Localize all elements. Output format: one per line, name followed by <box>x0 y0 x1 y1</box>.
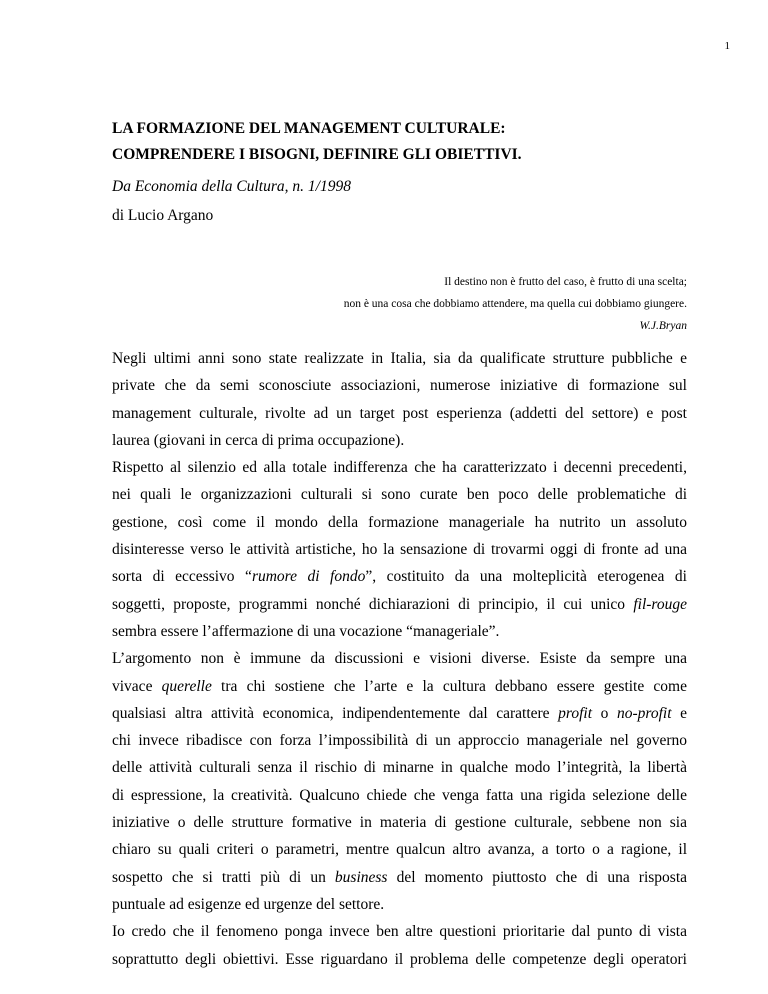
emphasis-querelle: querelle <box>161 677 212 695</box>
title-line-2: COMPRENDERE I BISOGNI, DEFINIRE GLI OBIETTIVI. <box>112 146 522 163</box>
body-line: nei quali le organizzazioni culturali si sono curate ben poco delle problematiche di <box>112 486 687 504</box>
body-line: L’argomento non è immune da discussioni e visioni diverse. Esiste da sempre una <box>112 650 687 668</box>
body-line: di espressione, la creatività. Qualcuno chiede che venga fatta una rigida selezione delle <box>112 786 687 804</box>
epigraph-line-2: non è una cosa che dobbiamo attendere, ma quella cui dobbiamo giungere. <box>343 298 687 310</box>
emphasis-profit: profit <box>558 704 593 722</box>
body-line <box>112 563 687 590</box>
emphasis-business: business <box>334 868 388 886</box>
body-line: private che da semi sconosciute associazioni, numerose iniziative di formazione sul <box>112 377 687 395</box>
body-line: Io credo che il fenomeno ponga invece ben altre questioni prioritarie dal punto di vista <box>112 923 687 941</box>
emphasis-rumore-di-fondo: rumore di fondo <box>251 568 366 586</box>
body-text-run: del momento piuttosto che di una risposta <box>396 868 688 886</box>
body-line <box>112 864 687 891</box>
epigraph-attribution: W.J.Bryan <box>639 320 687 332</box>
body-text-run: o <box>600 704 609 722</box>
body-text-run: soggetti, proposte, programmi nonché dichiarazioni di principio, il cui unico <box>112 595 626 613</box>
page-number: 1 <box>724 40 730 52</box>
body-line: Rispetto al silenzio ed alla totale indifferenza che ha caratterizzato i decenni precedenti, <box>112 459 687 477</box>
document-title <box>112 116 712 168</box>
title-line-1: LA FORMAZIONE DEL MANAGEMENT CULTURALE: <box>112 120 506 137</box>
body-text <box>112 345 687 973</box>
source-citation: Da Economia della Cultura, n. 1/1998 <box>112 178 351 195</box>
author-byline: di Lucio Argano <box>112 207 214 224</box>
body-line <box>112 700 687 727</box>
body-text-run: vivace <box>112 677 153 695</box>
body-line: iniziative o delle strutture formative in materia di gestione culturale, sebbene non sia <box>112 814 687 832</box>
body-line: chi invece ribadisce con forza l’impossibilità di un approccio manageriale nel governo <box>112 732 687 750</box>
body-text-run: ”, costituito da una molteplicità eterogenea di <box>365 568 687 586</box>
body-line <box>112 591 687 618</box>
body-line: disinteresse verso le attività artistiche, ho la sensazione di trovarmi oggi di fronte ad una <box>112 541 687 559</box>
body-line: management culturale, rivolte ad un target post esperienza (addetti del settore) e post <box>112 404 687 422</box>
body-line: soprattutto degli obiettivi. Esse riguardano il problema delle competenze degli operatori <box>112 950 687 968</box>
body-line: sembra essere l’affermazione di una vocazione “manageriale”. <box>112 622 500 640</box>
epigraph <box>344 271 687 337</box>
body-line: puntuale ad esigenze ed urgenze del settore. <box>112 895 385 913</box>
body-line: laurea (giovani in cerca di prima occupazione). <box>112 431 405 449</box>
body-text-run: sorta di eccessivo “ <box>112 568 252 586</box>
body-text-run: sospetto che si tratti più di un <box>112 868 326 886</box>
emphasis-fil-rouge: fil-rouge <box>633 595 688 613</box>
body-line: delle attività culturali senza il rischio di minarne in qualche modo l’integrità, la libertà <box>112 759 687 777</box>
epigraph-line-1: Il destino non è frutto del caso, è frutto di una scelta; <box>444 276 687 288</box>
body-line: Negli ultimi anni sono state realizzate in Italia, sia da qualificate strutture pubbliche e <box>112 350 687 367</box>
body-line: chiaro su quali criteri o parametri, mentre qualcun altro avanza, a torto o a ragione, il <box>112 841 687 859</box>
emphasis-no-profit: no-profit <box>616 704 672 722</box>
body-text-run: tra chi sostiene che l’arte e la cultura debbano essere gestite come <box>221 677 687 695</box>
body-line: gestione, così come il mondo della formazione manageriale ha nutrito un assoluto <box>112 513 687 531</box>
body-line <box>112 673 687 700</box>
body-text-run: qualsiasi altra attività economica, indipendentemente dal carattere <box>112 704 550 722</box>
body-text-run: e <box>680 704 688 722</box>
